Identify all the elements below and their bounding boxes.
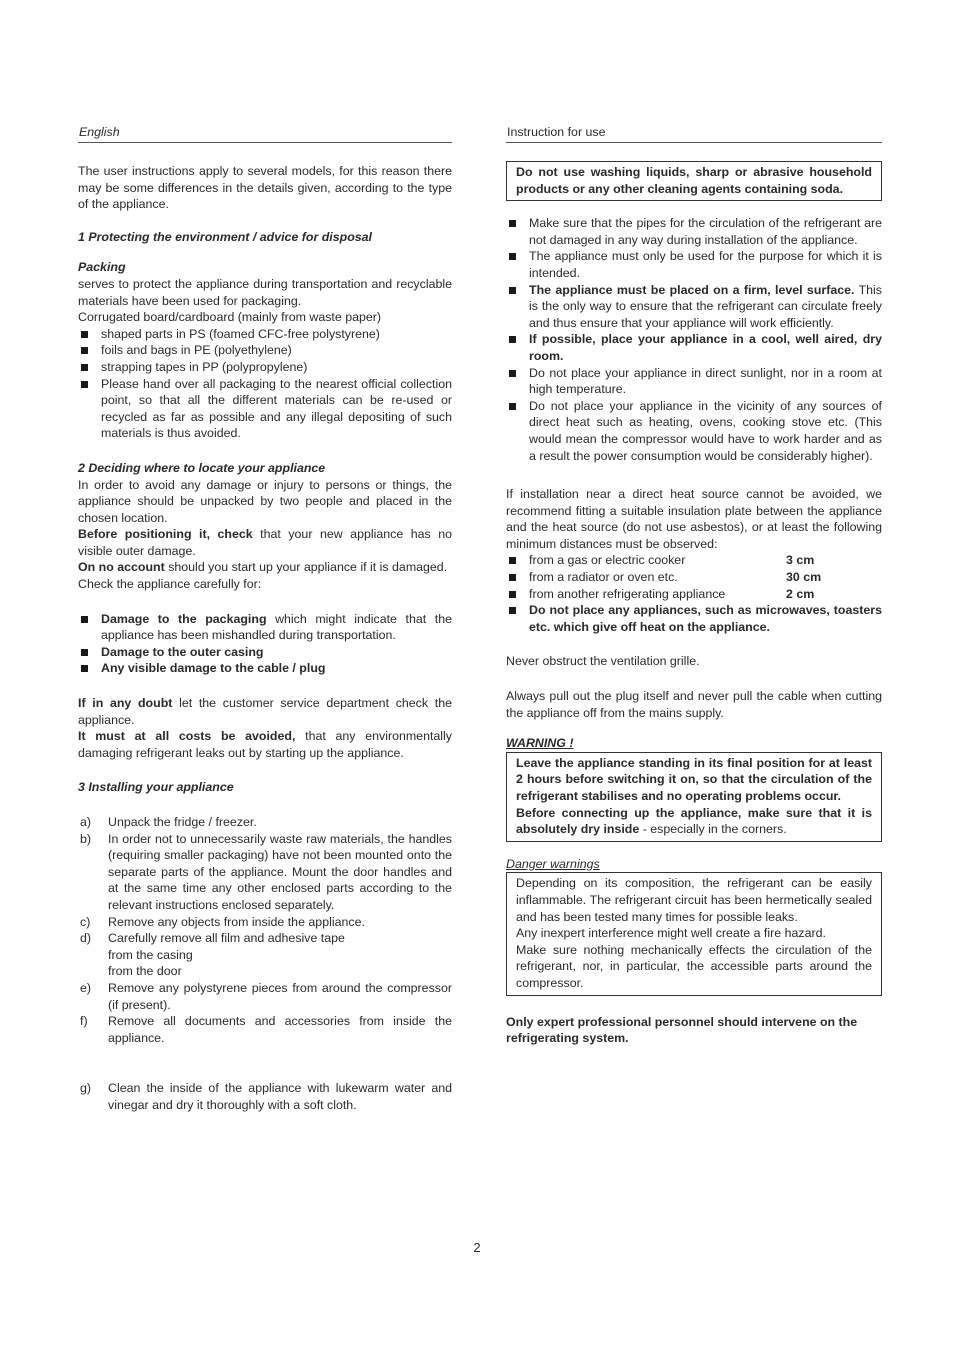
section2-title: 2 Deciding where to locate your appliance [78,460,326,475]
list-item: Do not place your appliance in direct sunlight, nor in a room at high temperature. [506,365,882,398]
list-item: Any visible damage to the cable / plug [78,660,452,677]
list-item: Please hand over all packaging to the nearest official collection point, so that all the different materials can be re-used or recycled as far as possible and any illegal depositing of such materials is thus avoided. [78,376,452,442]
step-mark: b) [80,831,92,846]
list-item [78,980,452,1013]
section3-title: 3 Installing your appliance [78,780,234,795]
avoid-bold: It must at all costs be avoided, [78,729,296,744]
step-text: In order not to unnecessarily waste raw materials, the handles (requiring smaller packaging) have not been mounted onto the separate parts of the appliance. Mount the door handles and at the same time any other enclosed parts according to the relevant instructions enclosed separately. [108,831,452,912]
list-item [506,586,882,603]
warning-text: Leave the appliance standing in its final position for at least 2 hours before switching it on, so that the circulation of the refrigerant stabilises and no operating problems occur. [516,755,872,803]
section2-p1: In order to avoid any damage or injury to persons or things, the appliance should be unpacked by two people and placed in the chosen location. [78,477,452,525]
list-item [78,831,452,914]
install-paragraph: If installation near a direct heat source cannot be avoided, we recommend fitting a suitable insulation plate between the appliance and the heat source (do not use asbestos), or at least the following minimum distances must be observed: [506,487,882,551]
danger-title: Danger warnings [506,856,600,871]
intro-text: The user instructions apply to several models, for this reason there may be some differences in the details given, according to the type of the appliance. [78,164,452,212]
warning-p2-bold: Before connecting up the appliance, make sure that it is absolutely dry inside [516,805,872,837]
packing-list [78,326,452,442]
list-item [78,1080,452,1113]
section2-p3 [78,559,452,576]
distance-list [506,552,882,635]
list-item [78,930,452,980]
step-text: Clean the inside of the appliance with lukewarm water and vinegar and dry it thoroughly with a soft cloth. [108,1081,452,1112]
step-mark: d) [80,931,92,946]
left-column [78,122,452,1114]
doc-title: Instruction for use [507,125,606,140]
doubt-text [78,695,452,728]
list-item [506,552,882,569]
step-mark: e) [80,980,92,995]
packing-text: serves to protect the appliance during transportation and recyclable materials have been used for packaging. [78,276,452,308]
step-text: Carefully remove all film and adhesive tape [108,931,345,946]
header-right [506,122,882,143]
list-item: strapping tapes in PP (polypropylene) [78,359,452,376]
warning-box [506,752,882,842]
packing-text-2: Corrugated board/cardboard (mainly from waste paper) [78,310,382,325]
list-item: foils and bags in PE (polyethylene) [78,342,452,359]
list-item [78,611,452,644]
list-item [506,282,882,332]
check-list [78,611,452,677]
header-left [78,122,452,143]
step-text: Remove all documents and accessories from inside the appliance. [108,1014,452,1045]
distance-value: 30 cm [786,570,822,585]
language-label: English [79,125,120,140]
step-mark: a) [80,815,92,829]
danger-text: Depending on its composition, the refrigerant can be easily inflammable. The refrigerant circuit has been hermetically sealed and has been tested many times for possible leaks. [516,876,872,924]
right-column [506,122,882,1047]
step-extra: from the casing [108,947,193,962]
packing-title: Packing [78,260,126,275]
expert-text: Only expert professional personnel should intervene on the refrigerating system. [506,1014,858,1046]
distance-value: 3 cm [786,553,815,568]
r3-rest: This is the only way to ensure that the refrigerant can circulate freely and thus ensure that your appliance will work efficiently. [529,282,882,330]
plug-text: Always pull out the plug itself and never pull the cable when cutting the appliance off from the mains supply. [506,689,882,720]
check-item1-bold: Damage to the packaging [101,611,267,626]
list-item: Do not place your appliance in the vicinity of any sources of direct heat such as heating, ovens, cooking stove etc. (This would mean the compressor would have to work harder and as a result the power consumption would be considerably higher). [506,398,882,464]
step-mark: g) [80,1081,92,1096]
warning-title: WARNING ! [506,736,574,751]
list-item: If possible, place your appliance in a cool, well aired, dry room. [506,331,882,364]
step-extra: from the door [108,964,182,979]
list-item: Damage to the outer casing [78,644,452,661]
list-item: The appliance must only be used for the purpose for which it is intended. [506,248,882,281]
step-mark: c) [80,914,91,929]
avoid-text [78,728,452,761]
list-item: Make sure that the pipes for the circulation of the refrigerant are not damaged in any way during installation of the appliance. [506,215,882,248]
section2-p2 [78,526,452,559]
step-text: Unpack the fridge / freezer. [108,815,257,829]
distance-value: 2 cm [786,586,815,601]
distance-label: from another refrigerating appliance [529,586,726,601]
list-item [78,814,452,831]
list-item [506,569,882,586]
placement-list [506,215,882,464]
list-item [78,1013,452,1046]
section2-p2-rest: that your new appliance has no visible outer damage. [78,527,452,558]
section1-title: 1 Protecting the environment / advice for disposal [78,229,372,244]
list-item [78,914,452,931]
danger-text-2: Any inexpert interference might well create a fire hazard. [516,926,826,941]
doubt-bold: If in any doubt [78,696,173,711]
step-mark: f) [80,1014,88,1029]
distance-label: from a radiator or oven etc. [529,570,678,585]
list-item: Do not place any appliances, such as microwaves, toasters etc. which give off heat on the appliance. [506,602,882,635]
ventilation-text: Never obstruct the ventilation grille. [506,654,700,669]
install-steps [78,814,452,1114]
section2-p4: Check the appliance carefully for: [78,577,262,592]
step-text: Remove any polystyrene pieces from around the compressor (if present). [108,980,452,1012]
warning-p2-rest: - especially in the corners. [639,822,787,837]
page-number: 2 [473,1240,481,1255]
warning-text-2 [516,805,872,838]
distance-label: from a gas or electric cooker [529,553,686,568]
section2-p2-bold: Before positioning it, check [78,527,253,542]
caution-box: Do not use washing liquids, sharp or abrasive household products or any other cleaning agents containing soda. [506,161,882,201]
r3-bold: The appliance must be placed on a firm, level surface. [529,282,855,297]
danger-text-3: Make sure nothing mechanically effects the circulation of the refrigerant, nor, in particular, the accessible parts around the compressor. [516,942,872,990]
check-item1-rest: which might indicate that the appliance has been mishandled during transportation. [101,611,452,643]
doubt-rest: let the customer service department check the appliance. [78,696,452,727]
avoid-rest: that any environmentally damaging refrigerant leaks out by starting up the appliance. [78,729,452,760]
section2-p3-rest: should you start up your appliance if it is damaged. [164,560,448,575]
list-item: shaped parts in PS (foamed CFC-free polystyrene) [78,326,452,343]
section2-p3-bold: On no account [78,560,165,575]
danger-box [506,872,882,995]
step-text: Remove any objects from inside the appliance. [108,914,365,929]
